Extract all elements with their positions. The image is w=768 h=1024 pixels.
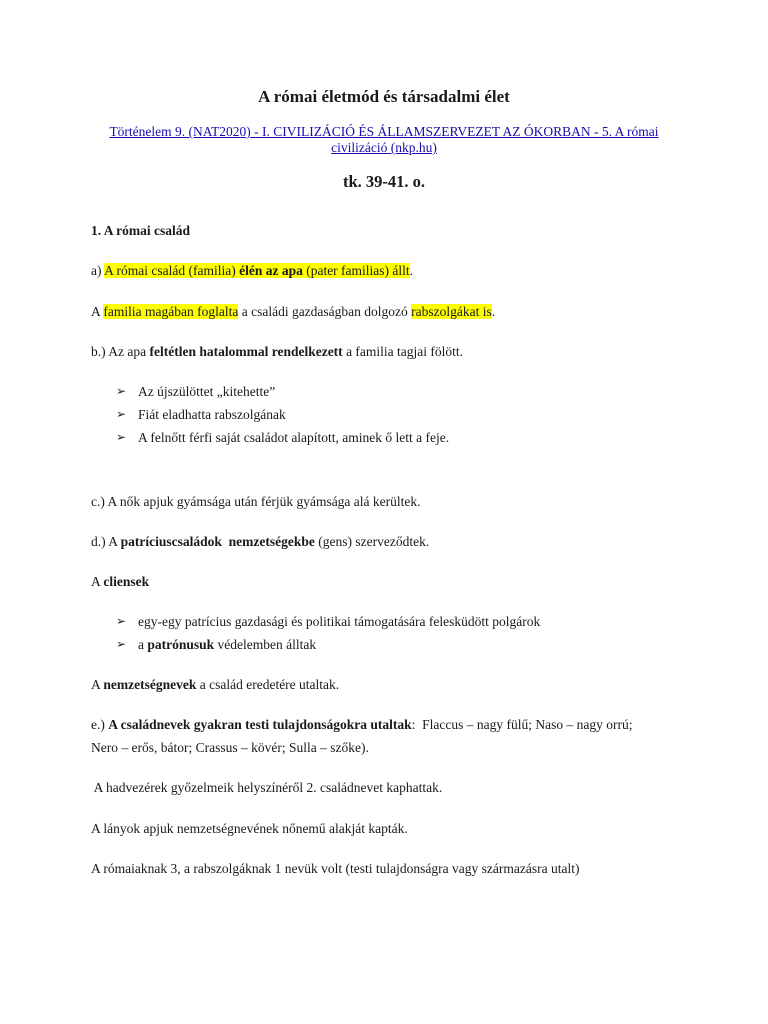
bullet-arrow-icon: ➢ xyxy=(116,407,127,421)
paragraph-daughters: A lányok apjuk nemzetségnevének nőnemű alakját kapták. xyxy=(91,821,408,836)
bullet-arrow-icon: ➢ xyxy=(116,614,127,628)
page-title: A római életmód és társadalmi élet xyxy=(258,87,510,106)
bullet-arrow-icon: ➢ xyxy=(116,430,127,444)
list-item: Fiát eladhatta rabszolgának xyxy=(138,407,286,422)
list-item: Az újszülöttet „kitehette” xyxy=(138,384,276,399)
paragraph-e-line2: Nero – erős, bátor; Crassus – kövér; Sulla – szőke). xyxy=(91,740,369,755)
paragraph-e: e.) A családnevek gyakran testi tulajdonságokra utaltak: Flaccus – nagy fülű; Naso – nagy orrú; xyxy=(91,717,633,732)
list-item: a patrónusuk védelemben álltak xyxy=(138,637,317,652)
list-item: egy-egy patrícius gazdasági és politikai támogatására felesküdött polgárok xyxy=(138,614,541,629)
paragraph-clients: A cliensek xyxy=(91,574,150,589)
paragraph-gens-names: A nemzetségnevek a család eredetére utaltak. xyxy=(91,677,340,692)
section-heading-roman-family: 1. A római család xyxy=(91,223,191,238)
paragraph-d: d.) A patríciuscsaládok nemzetségekbe (gens) szerveződtek. xyxy=(91,534,430,549)
bullet-arrow-icon: ➢ xyxy=(116,384,127,398)
list-item: A felnőtt férfi saját családot alapított, aminek ő lett a feje. xyxy=(138,430,450,445)
paragraph-names: A rómaiaknak 3, a rabszolgáknak 1 nevük volt (testi tulajdonságra vagy származásra utalt) xyxy=(91,861,580,876)
paragraph-familia: A familia magában foglalta a családi gazdaságban dolgozó rabszolgákat is. xyxy=(91,304,496,319)
paragraph-b: b.) Az apa feltétlen hatalommal rendelkezett a familia tagjai fölött. xyxy=(91,344,464,359)
textbook-pages: tk. 39-41. o. xyxy=(342,172,426,191)
paragraph-generals: A hadvezérek győzelmeik helyszínéről 2. családnevet kaphattak. xyxy=(91,780,443,795)
source-link[interactable]: Történelem 9. (NAT2020) - I. CIVILIZÁCIÓ ÉS ÁLLAMSZERVEZET AZ ÓKORBAN - 5. A római civilizáció (nkp.hu) xyxy=(109,124,659,155)
paragraph-a: a) A római család (familia) élén az apa (pater familias) állt. xyxy=(91,263,414,278)
paragraph-c: c.) A nők apjuk gyámsága után férjük gyámsága alá kerültek. xyxy=(91,494,421,509)
bullet-arrow-icon: ➢ xyxy=(116,637,127,651)
